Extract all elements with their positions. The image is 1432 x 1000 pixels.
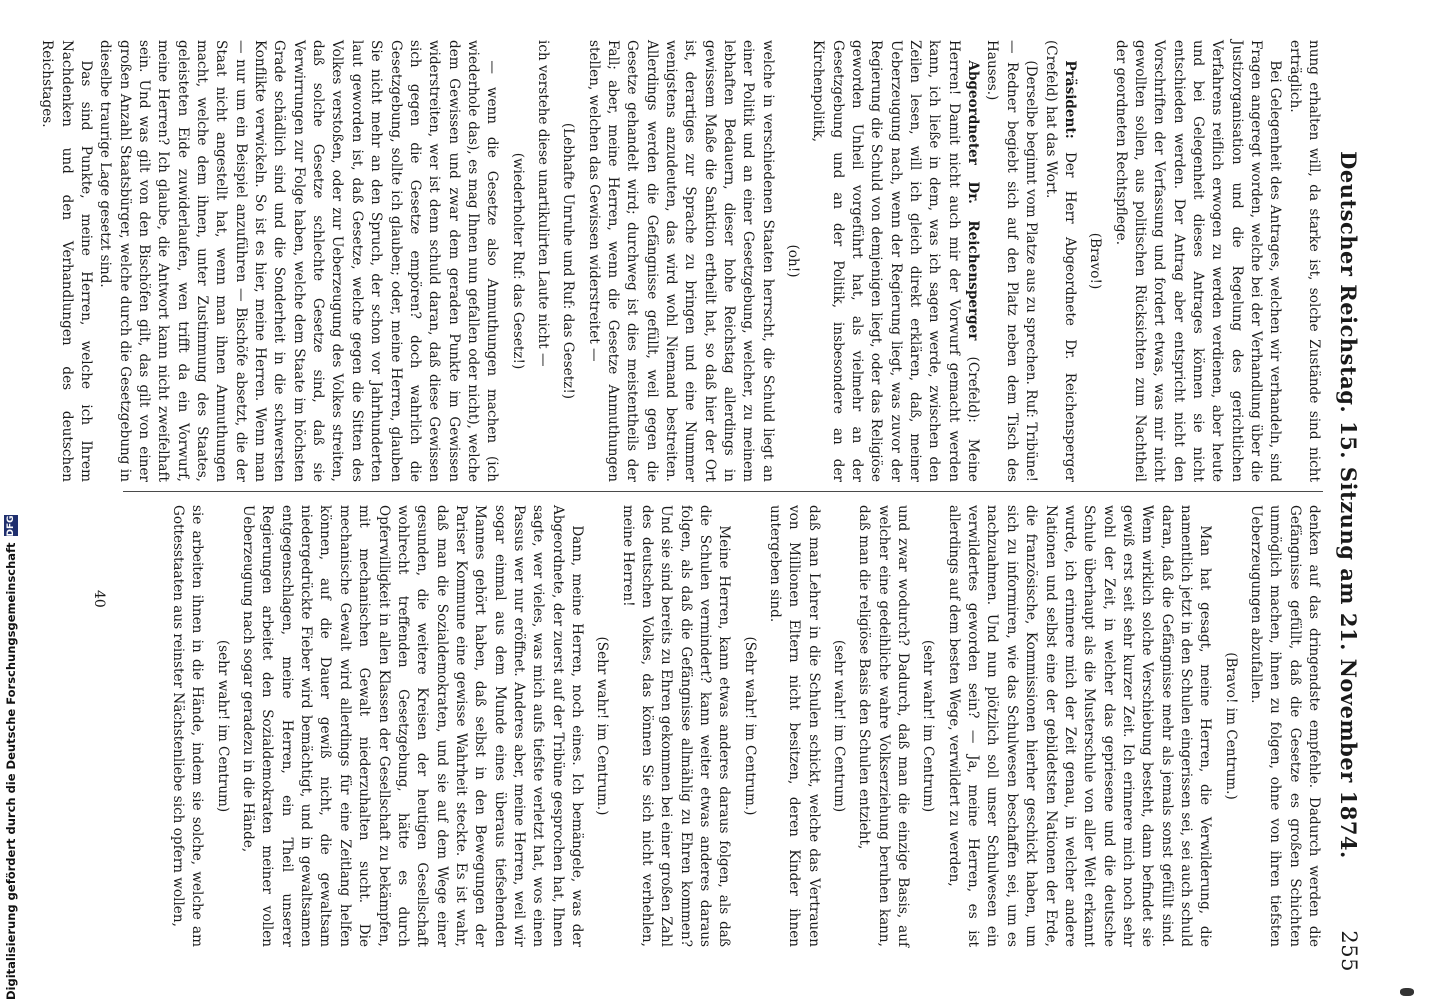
body-paragraph: Meine Herren, kann etwas anderes daraus folgen, als daß die Schulen vermindert? kann weiter etwas anderes daraus folgen, als daß die Gefängnisse allmählig zu Ehren kommen? Und sie sind bereits zu Ehren gekommen bei einer großen Zahl des deutschen Volkes, das können Sie sich nicht verhehlen, meine Herren! <box>619 505 733 947</box>
body-paragraph: sie arbeiten ihnen in die Hände, indem sie solche, welche am Gottesstaaten aus reinster Nächstenliebe sich opfern wollen, <box>170 505 206 947</box>
body-paragraph: nung erhalten will, da starke ist, solche Zustände sind nicht erträglich. <box>1286 40 1322 482</box>
body-paragraph: Das sind Punkte, meine Herren, welche ich Ihrem Nachdenken und den Verhandlungen des deutschen Reichstages. <box>39 40 95 482</box>
right-column <box>113 505 1323 947</box>
speaker-paragraph <box>808 40 982 482</box>
interjection: (Bravo! im Centrum.) <box>1222 652 1239 800</box>
credit-text: Digitalisierung gefördert durch die Deutsche Forschungsgemeinschaft <box>4 542 18 1000</box>
body-paragraph: Dann, meine Herren, noch eines. Ich bemängele, was der Abgeordnete, der zuerst auf der Tribüne gesprochen hat, Ihnen sagte, wer vieles, was mich aufs tiefste verletzt hat, wos einen Passus wer nur eröffnet. Anderes aber, meine Herren, weil wir sogar einmal aus dem Munde eines überaus tiefsehenden Mannes gehört haben, daß selbst in den Bewegungen der Pariser Kommune eine gewisse Wahrheit steckte. Es ist wahr, daß man die Sozialdemokraten, und sie auf dem Wege einer gesunden, die weitere Kreisen der heutigen Gesellschaft wohlrecht treffenden Gesetzgebung, hätte es durch Opferwilligkeit in allen Klassen der Gesellschaft zu bekämpfen, mit mechanischen Gewalt niederzuhalten sucht. Die mechanische Gewalt wird allerdings für eine Zeitlang helfen können, auf die Dauer gewiß nicht, die gewaltsam niedergedrückte Fieber wird bemächtigt, und in gewaltsamen entgegenschlagen, meine Herren, ein Theil unserer Regierungen arbeitet den Sozialdemokraten meiner vollen Ueberzeugung nach sogar geradezu in die Hände, <box>240 505 585 947</box>
interjection: (Bravo!) <box>1087 232 1104 290</box>
page-header <box>1331 30 1365 980</box>
left-column <box>39 40 1323 482</box>
interjection: (sehr wahr! im Centrum) <box>920 639 937 813</box>
column-divider <box>123 491 1323 492</box>
interjection: (wiederholter Ruf: das Gesetz!) <box>509 152 526 370</box>
body-paragraph: — wenn die Gesetze also Anmuthungen machen (ich wiederhole das), es mag Ihnen nun gefallen oder nicht), welche dem Gewissen und zwar dem geraden Punkte im Gewissen widerstreiten, wer ist denn schuld daran, daß diese Gewissen sich gegen die Gesetze empören? doch wahrlich die Gesetzgebung, sollte ich glauben; oder, meine Herren, glauben Sie nicht mehr an den Spruch, der schon vor Jahrhunderten laut geworden ist, daß Gesetze, welche gegen die Sitten des Volkes verstoßen, oder zur Ueberzeugung des Volkes streiten, daß solche Gesetze schlechte Gesetze sind, daß sie Verwirrungen zur Folge haben, welche dem Staate im höchsten Grade schädlich sind und die Sonderheit in die schwersten Konflikte verwickeln. So ist es hier, meine Herren. Wenn man — nur um ein Beispiel anzuführen — Bischöfe absetzt, die der Staat nicht angestellt hat, wenn man ihnen Anmuthungen macht, welche dem ihnen, unter Zustimmung des Staates, geleisteten Eide zuwiderlaufen, wen trifft da ein Vorwurf, meine Herren? Ich glaube, die Antwort kann nicht zweifelhaft sein. Und was gilt von den Bischöfen gilt, das gilt von einer großen Anzahl Staatsbürger, welche durch die Gesetzgebung in dieselbe traurige Lage gesetzt sind. <box>97 40 501 482</box>
interjection: (oh!) <box>785 244 802 278</box>
speaker-text: Der Herr Abgeordnete Dr. Reichensperger (Crefeld) hat das Wort. <box>1042 40 1078 482</box>
body-paragraph: Man hat gesagt, meine Herren, die Verwilderung, die namentlich jetzt in den Schulen eingerissen sei, sei auch schuld daran, daß die Gefängnisse mehr als jemals sonst gefüllt sind. Wenn wirklich solche Verschiebung besteht, dann befindet sie gewiß erst seit sehr kurzer Zeit. Ich erinnere mich noch sehr wohl der Zeit, in welcher das gepriesene und die deutsche Schule überhaupt als die Musterschule von aller Welt erkannt wurde, ich erinnere mich der Zeit genau, in welcher andere Nationen und selbst eine der gebildetsten Nationen der Erde, die französische, Kommissionen hierher geschickt haben, um sich zu informiren, wie das Schulwesen beschaffen sei, um es nachzuahmen. Und nun plötzlich soll unser Schulwesen ein verwildertes geworden sein? — Ja, meine Herren, es ist allerdings auf dem besten Wege, verwildert zu werden, <box>945 505 1214 947</box>
reichstag-page <box>39 30 1365 980</box>
interjection: (Lebhafte Unruhe und Ruf: das Gesetz!) <box>560 122 577 400</box>
body-paragraph: und zwar wodurch? Dadurch, daß man die einzige Basis, auf welcher eine gedeihliche wahre Volkserziehung beruhen kann, daß man die religiöse Basis den Schulen entzieht, <box>856 505 912 947</box>
speaker-paragraph <box>1040 40 1079 482</box>
body-paragraph: denken auf das dringendste empfehle. Dadurch werden die Gefängnisse gefüllt, daß die Gesetze es großen Schichten unmöglich machen, ihnen zu folgen, ohne von ihren tiefsten Ueberzeugungen abzufallen. <box>1247 505 1322 947</box>
interjection: (sehr wahr! im Centrum) <box>831 639 848 813</box>
page-number: 255 <box>1337 930 1361 972</box>
speaker-name: Abgeordneter Dr. Reichensperger <box>965 60 982 341</box>
body-paragraph: Bei Gelegenheit des Antrages, welchen wir verhandeln, sind Fragen angeregt worden, welche bei der Verhandlung über die Justizorganisation und die Regelung des gerichtlichen Verfahrens reiflich erwogen zu werden verdienen, aber heute und bei Gelegenheit dieses Antrages können sie nicht entschieden werden. Der Antrag aber entspricht nicht den Vorschriften der Verfassung und fordert etwas, was mir nicht gewollten sollen, aus politischen Rücksichten zum Nachtheil der geordneten Rechtspflege. <box>1112 40 1284 482</box>
scan-mark-icon <box>1400 988 1414 996</box>
interjection: (Sehr wahr! im Centrum.) <box>741 636 758 816</box>
body-paragraph: welche in verschiedenen Staaten herrscht, die Schuld liegt an einer Politik und an einer Gesetzgebung, welcher, zu meinem lebhaften Bedauern, dieser hohe Reichstag allerdings in gewissem Maße die Sanktion ertheilt hat, so daß hier der Ort ist, derartiges zur Sprache zu bringen und eine Nummer wenigstens anzudeuten, das wird wohl Niemand bestreiten. Allerdings werden die Gefängnisse gefüllt, weil gegen die Gesetze gehandelt wird; durchweg ist dies meistentheils der Fall; aber, meine Herren, wenn die Gesetze Anmuthungen stellen, welchen das Gewissen widerstreitet — <box>585 40 776 482</box>
speaker-name: Präsident: <box>1061 60 1078 139</box>
digitization-credit <box>0 515 22 1000</box>
body-paragraph: daß man Lehrer in die Schulen schickt, welche das Vertrauen von Millionen Eltern nicht besitzen, deren Kinder ihnen untergeben sind. <box>767 505 822 947</box>
footer-page-mark: 40 <box>91 590 107 608</box>
interjection: (Sehr wahr! im Centrum.) <box>594 636 611 816</box>
page-title: Deutscher Reichstag. 15. Sitzung am 21. November 1874. <box>1336 151 1361 859</box>
speaker-text: (Crefeld): Meine Herren! Damit nicht auch mir der Vorwurf gemacht werden kann, ich ließe in dem, was ich sagen werde, zwischen den Zeilen lesen, will ich gleich direkt erklären, daß, meiner Ueberzeugung nach, wenn der Regierung liegt, was zuvor der Regierung die Schuld von demjenigen liegt, oder das Religiöse geworden Unheil vorgeführt hat, als vielmehr an der Gesetzgebung und an der Politik, insbesondere an der Kirchenpolitik, <box>810 40 982 482</box>
interjection: (sehr wahr! im Centrum) <box>214 639 231 813</box>
body-paragraph: (Derselbe beginnt vom Platze aus zu sprechen. Ruf: Tribüne! — Redner begiebt sich auf den Platz neben dem Tisch des Hauses.) <box>984 40 1040 482</box>
dfg-logo-icon: DFG <box>6 515 16 537</box>
body-paragraph: ich verstehe diese unartikulirten Laute nicht — <box>534 40 551 367</box>
